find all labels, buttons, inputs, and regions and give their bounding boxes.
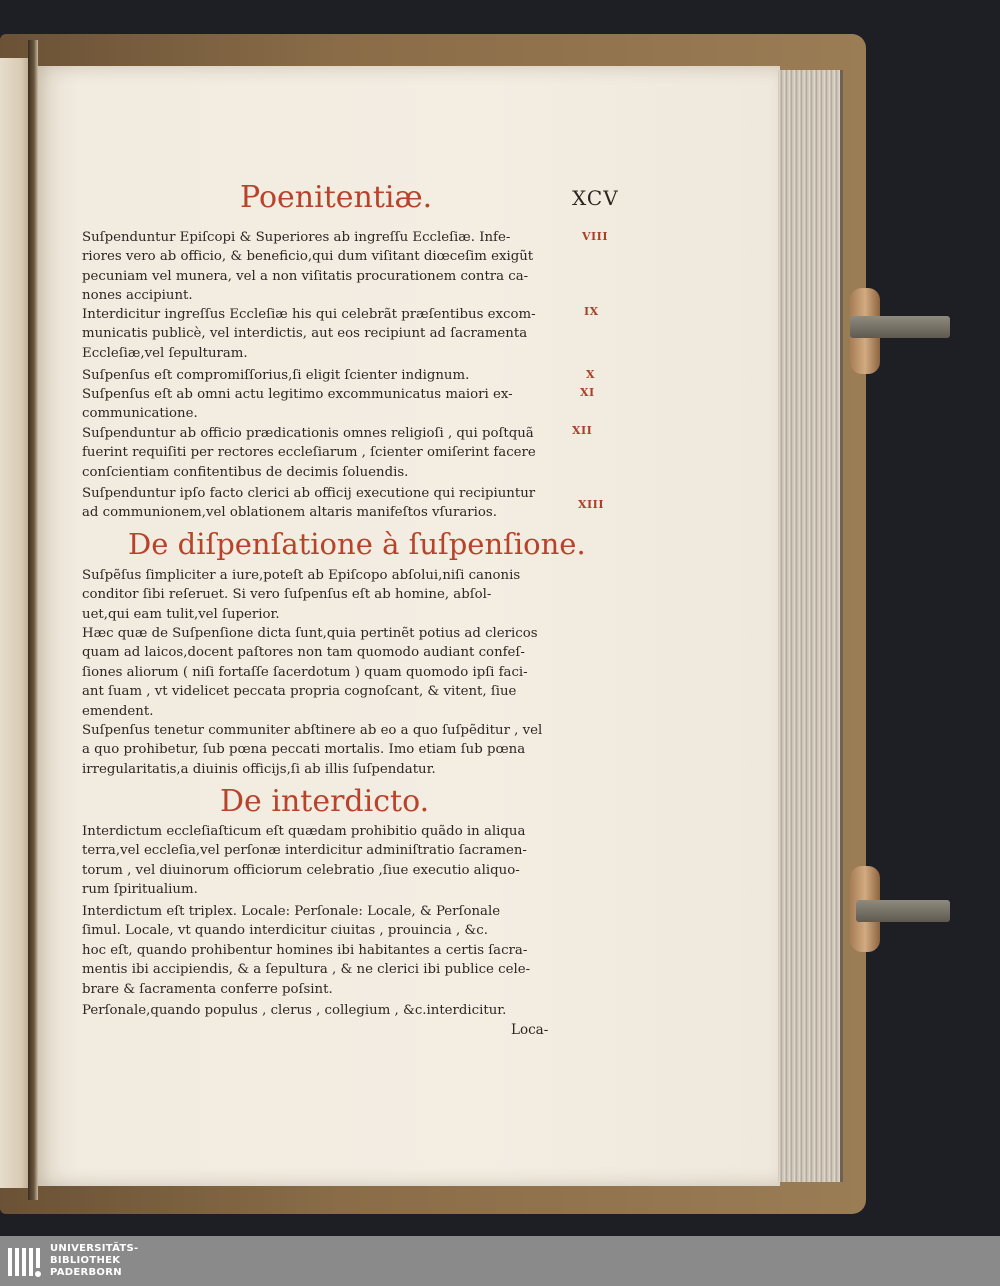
catchword: Loca- [511, 1022, 549, 1038]
margin-numeral: XIII [578, 498, 604, 511]
margin-numeral: XII [572, 424, 593, 437]
text-line: Suſpenſus tenetur communiter abſtinere ab eo a quo ſuſpẽditur , vel [82, 723, 543, 738]
text-line: communicatione. [82, 406, 198, 422]
text-line: municatis publicè, vel interdictis, aut eos recipiunt ad ſacramenta [82, 326, 528, 342]
logo-line: UNIVERSITÄTS- [50, 1243, 139, 1254]
library-logo-text [50, 1243, 139, 1279]
logo-line: PADERBORN [50, 1267, 122, 1278]
text-line: pecuniam vel munera, vel a non viſitatis procurationem contra ca- [82, 268, 529, 284]
text-line: a quo prohibetur, ſub pœna peccati mortalis. Imo etiam ſub pœna [82, 742, 526, 758]
paragraph [82, 822, 562, 900]
paragraph [82, 228, 562, 306]
text-line: fuerint requiſiti per rectores eccleſiarum , ſcienter omiſerint facere [82, 445, 536, 461]
text-line: Suſpenſus eſt ab omni actu legitimo excommunicatus maiori ex- [82, 387, 513, 402]
paragraph [82, 385, 562, 424]
text-line: emendent. [82, 703, 154, 719]
paragraph [82, 424, 562, 482]
text-line: Suſpenduntur Epiſcopi & Superiores ab ingreſſu Eccleſiæ. Infe- [82, 230, 511, 245]
paragraph [82, 484, 562, 523]
paragraph [82, 624, 562, 721]
text-line: conſcientiam confitentibus de decimis ſoluendis. [82, 464, 409, 480]
text-line: quam ad laicos,docent paſtores non tam quomodo audiant confeſ- [82, 645, 525, 661]
text-line: Suſpẽſus ſimpliciter a iure,poteſt ab Epiſcopo abſolui,niſi canonis [82, 568, 521, 583]
text-line: conditor ſibi reſeruet. Si vero ſuſpenſus eſt ab homine, abſol- [82, 587, 492, 603]
clasp-lower-strap [856, 900, 950, 922]
heading-poenitentiae: Poenitentiæ. [240, 180, 433, 215]
text-line: Interdictum eccleſiaſticum eſt quædam prohibitio quãdo in aliqua [82, 824, 526, 839]
text-line: brare & ſacramenta conferre poſsint. [82, 981, 333, 997]
library-logo-icon [6, 1244, 46, 1280]
text-line: rum ſpiritualium. [82, 882, 198, 898]
folio-number: XCV [572, 186, 619, 210]
text-line: ant ſuam , vt videlicet peccata propria cognoſcant, & vitent, ſiue [82, 684, 517, 700]
text-line: ſimul. Locale, vt quando interdicitur ciuitas , prouincia , &c. [82, 923, 488, 939]
paragraph [82, 366, 562, 385]
heading-de-dispensatione: De diſpenſatione à ſuſpenſione. [128, 527, 586, 561]
library-footer-bar [0, 1236, 1000, 1286]
paragraph [82, 566, 562, 624]
margin-numeral: IX [584, 305, 599, 318]
clasp-upper-strap [850, 316, 950, 338]
text-line: Interdicitur ingreſſus Eccleſiæ his qui celebrãt præſentibus excom- [82, 307, 536, 322]
text-line: hoc eſt, quando prohibentur homines ibi habitantes a certis ſacra- [82, 942, 528, 958]
text-line: Suſpenduntur ipſo facto clerici ab officij executione qui recipiuntur [82, 486, 536, 501]
margin-numeral: XI [580, 386, 595, 399]
paragraph [82, 1001, 562, 1020]
text-line: riores vero ab officio, & beneficio,qui dum viſitant diœceſim exigũt [82, 249, 534, 265]
text-line: nones accipiunt. [82, 288, 193, 304]
text-line: ad communionem,vel oblationem altaris manifeſtos vſurarios. [82, 505, 497, 521]
text-line: mentis ibi accipiendis, & a ſepultura , & ne clerici ibi publice cele- [82, 962, 531, 978]
logo-line: BIBLIOTHEK [50, 1255, 121, 1266]
heading-de-interdicto: De interdicto. [220, 784, 430, 819]
text-line: Interdictum eſt triplex. Locale: Perſonale: Locale, & Perſonale [82, 904, 501, 919]
text-line: irregularitatis,a diuinis officijs,ſi ab illis ſuſpendatur. [82, 761, 436, 777]
text-line: Perſonale,quando populus , clerus , collegium , &c.interdicitur. [82, 1003, 507, 1018]
text-line: Suſpenduntur ab officio prædicationis omnes religioſi , qui poſtquã [82, 426, 534, 441]
text-line: torum , vel diuinorum officiorum celebratio ,ſiue executio aliquo- [82, 862, 520, 878]
margin-numeral: X [586, 368, 596, 381]
book-gutter [28, 40, 38, 1200]
text-line: Hæc quæ de Suſpenſione dicta ſunt,quia pertinẽt potius ad clericos [82, 626, 538, 641]
text-line: terra,vel eccleſia,vel perſonæ interdicitur adminiſtratio ſacramen- [82, 843, 527, 859]
paragraph [82, 721, 562, 779]
page-fore-edge [778, 70, 843, 1182]
text-line: ſiones aliorum ( niſi fortaſſe ſacerdotum ) quam quomodo ipſi faci- [82, 664, 528, 680]
paragraph [82, 902, 562, 999]
text-line: uet,qui eam tulit,vel ſuperior. [82, 606, 280, 622]
paragraph [82, 305, 562, 363]
text-line: Eccleſiæ,vel ſepulturam. [82, 345, 248, 361]
text-line: Suſpenſus eſt compromiſſorius,ſi eligit ſcienter indignum. [82, 368, 470, 383]
margin-numeral: VIII [582, 230, 608, 243]
